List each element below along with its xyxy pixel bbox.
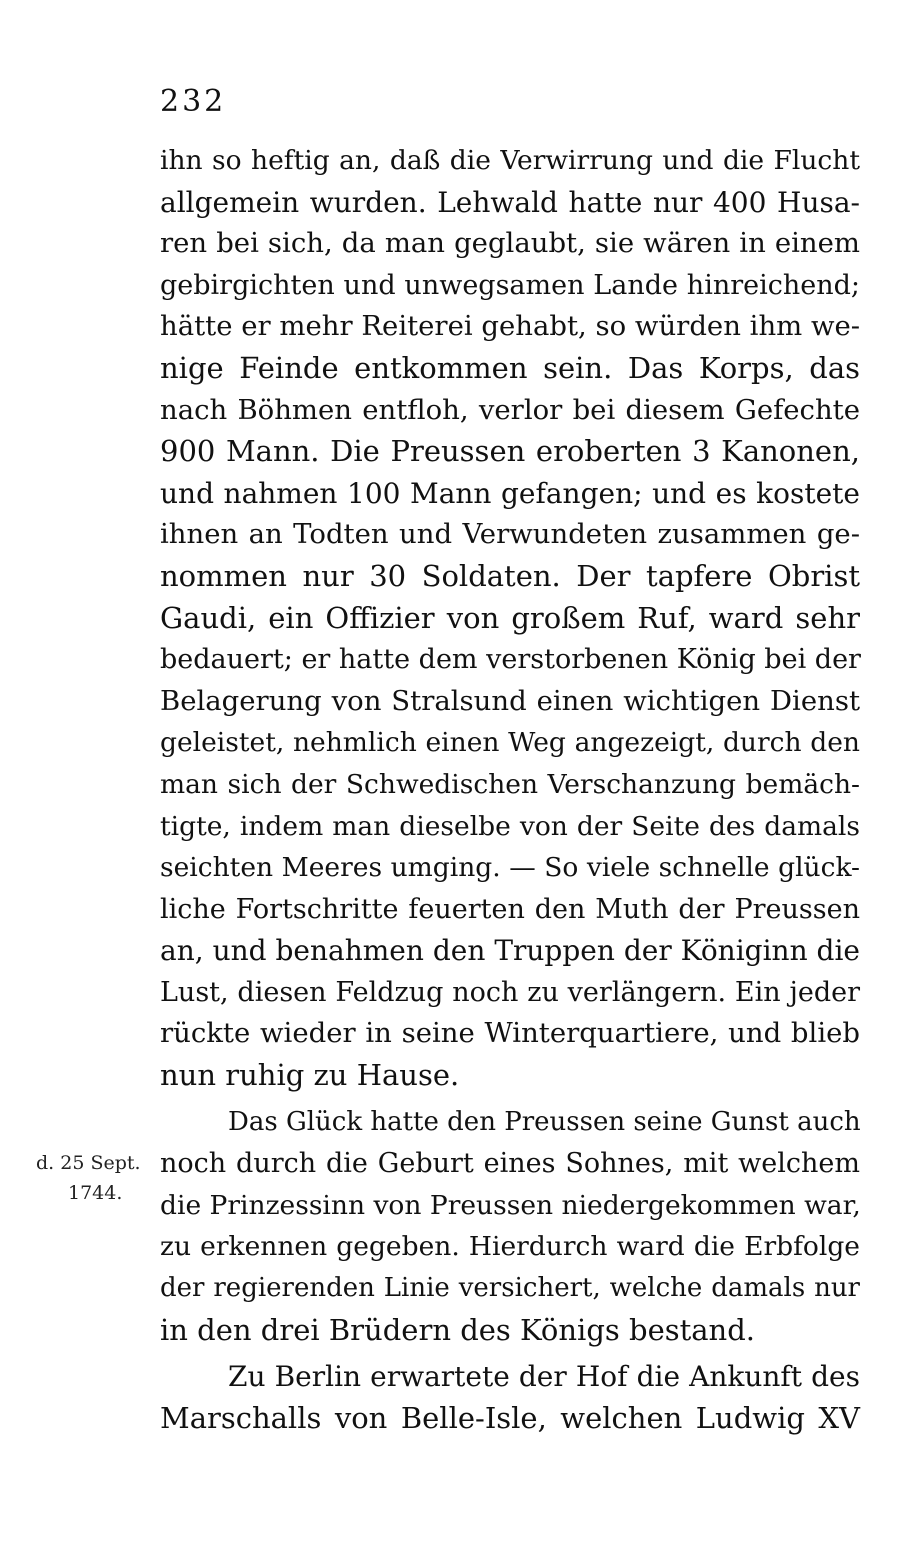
text-line: Das Glück hatte den Preussen seine Gunst auch [228, 1106, 861, 1137]
text-line: man sich der Schwedischen Verschanzung bemäch- [160, 768, 860, 800]
text-line: noch durch die Geburt eines Sohnes, mit welchem [160, 1148, 860, 1180]
text-line: und nahmen 100 Mann gefangen; und es kostete [160, 476, 860, 510]
text-line: geleistet, nehmlich einen Weg angezeigt, durch den [160, 727, 860, 759]
text-line: Belagerung von Stralsund einen wichtigen Dienst [160, 684, 860, 717]
text-line: nommen nur 30 Soldaten. Der tapfere Obrist [160, 558, 860, 593]
text-line: ihn so heftig an, daß die Verwirrung und die Flucht [160, 145, 860, 176]
text-line: seichten Meeres umging. — So viele schnelle glück- [160, 852, 860, 884]
text-line: der regierenden Linie versichert, welche damals nur [160, 1273, 860, 1304]
text-line: Marschalls von Belle-Isle, welchen Ludwig XV [160, 1400, 860, 1435]
text-line: zu erkennen gegeben. Hierdurch ward die Erbfolge [160, 1231, 860, 1263]
text-line: in den drei Brüdern des Königs bestand. [160, 1312, 756, 1347]
text-line: tigte, indem man dieselbe von der Seite des damals [160, 810, 860, 842]
text-line: die Prinzessinn von Preussen niedergekommen war, [160, 1189, 861, 1221]
margin-note-date: d. 25 Sept. [36, 1152, 141, 1174]
text-line: allgemein wurden. Lehwald hatte nur 400 Husa- [160, 185, 860, 219]
text-line: Gaudi, ein Offizier von großem Ruf, ward sehr [160, 600, 860, 635]
text-line: nun ruhig zu Hause. [160, 1058, 460, 1093]
paragraph-2 [160, 1102, 860, 1352]
body-text [160, 140, 860, 1439]
text-line: nach Böhmen entfloh, verlor bei diesem Gefechte [160, 393, 860, 426]
text-line: gebirgichten und unwegsamen Lande hinreichend; [160, 269, 860, 301]
text-line: hätte er mehr Reiterei gehabt, so würden ihm we- [160, 310, 861, 343]
text-line: liche Fortschritte feuerten den Muth der Preussen [160, 893, 860, 925]
margin-note-year: 1744. [68, 1182, 123, 1204]
paragraph-1 [160, 140, 860, 1097]
page-number: 232 [160, 84, 227, 119]
text-line: bedauert; er hatte dem verstorbenen König bei der [160, 644, 861, 676]
text-line: ren bei sich, da man geglaubt, sie wären in einem [160, 227, 860, 260]
text-line: an, und benahmen den Truppen der Königinn die [160, 934, 860, 968]
paragraph-3 [160, 1356, 860, 1439]
text-line: 900 Mann. Die Preussen eroberten 3 Kanonen, [160, 434, 860, 469]
text-line: Lust, diesen Feldzug noch zu verlängern. Ein jeder [160, 976, 860, 1008]
text-line: nige Feinde entkommen sein. Das Korps, das [160, 350, 860, 385]
text-line: rückte wieder in seine Winterquartiere, und blieb [160, 1017, 860, 1050]
text-line: ihnen an Todten und Verwundeten zusammen ge- [160, 518, 860, 551]
text-line: Zu Berlin erwartete der Hof die Ankunft des [228, 1360, 860, 1394]
